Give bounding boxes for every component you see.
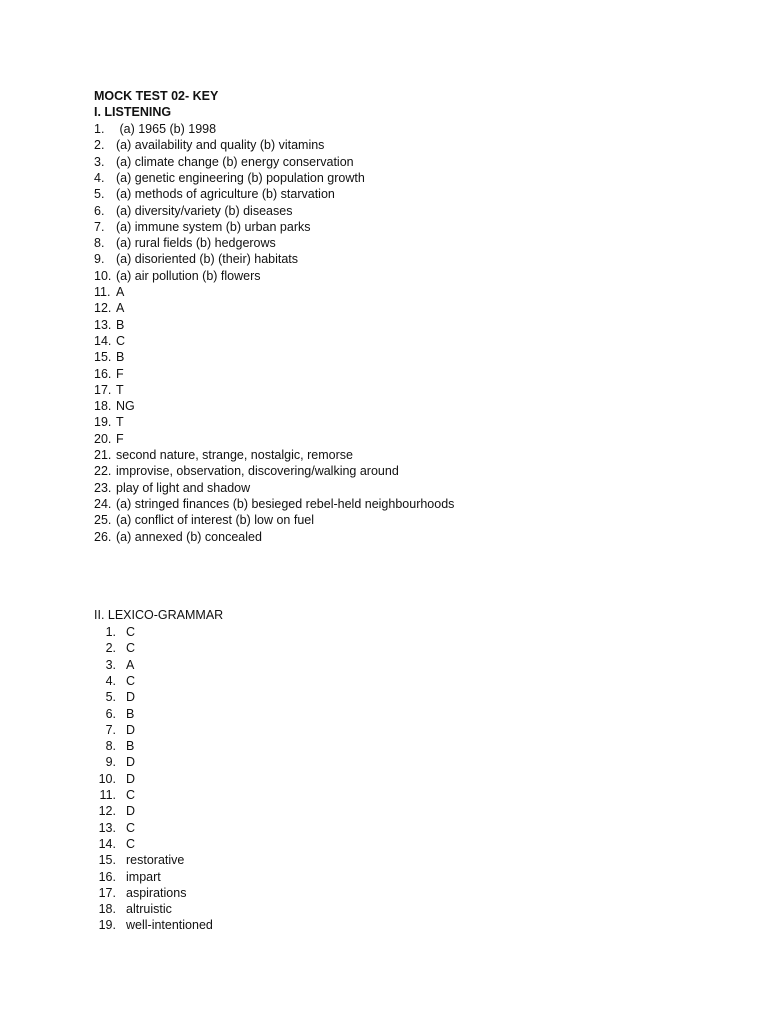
answer-row [92,787,135,803]
answer-number: 1. [105,625,116,639]
answer-number: 22. [94,464,112,479]
answer-number: 10. [98,771,116,786]
answer-text: C [126,641,136,656]
answer-text: (a) climate change (b) energy conservation [116,154,354,169]
answer-number: 8. [94,236,105,251]
answer-row [94,512,314,528]
answer-number: 13. [94,317,112,332]
answer-row [94,382,124,398]
answer-row [94,496,454,512]
answer-number: 21. [94,448,112,462]
answer-row [94,333,125,349]
answer-number: 3. [105,657,116,672]
answer-row [92,624,135,640]
answer-row [94,366,124,382]
document-title: MOCK TEST 02- KEY [94,89,219,103]
answer-row [92,706,134,722]
answer-text: improvise, observation, discovering/walking around [116,464,399,479]
answer-text: C [116,333,126,348]
answer-row [94,235,276,251]
answer-number: 17. [94,382,112,397]
answer-row [92,885,186,901]
answer-row [92,869,161,885]
answer-text: T [116,415,124,430]
answer-text: A [116,285,125,299]
answer-row [92,722,135,738]
answer-text: T [116,382,124,397]
answer-text: A [116,301,125,316]
answer-row [94,203,292,219]
answer-number: 6. [105,706,116,721]
answer-text: (a) 1965 (b) 1998 [116,122,217,136]
section-heading-lexico-grammar: II. LEXICO-GRAMMAR [94,608,224,622]
answer-number: 11. [99,788,116,802]
answer-row [92,771,135,787]
answer-number: 18. [98,902,116,917]
answer-text: B [116,317,125,332]
answer-row [94,431,124,447]
answer-text: (a) rural fields (b) hedgerows [116,236,276,251]
answer-row [92,803,135,819]
answer-row [94,284,124,300]
answer-number: 14. [98,836,116,851]
answer-number: 7. [94,219,105,234]
answer-number: 16. [98,869,116,884]
answer-text: F [116,431,124,446]
answer-row [92,673,135,689]
answer-text: C [126,673,136,688]
answer-number: 20. [94,431,112,446]
answer-row [94,219,311,235]
answer-text: (a) immune system (b) urban parks [116,219,311,234]
answer-number: 15. [94,350,112,365]
answer-text: (a) stringed finances (b) besieged rebel-held neighbourhoods [116,496,455,511]
answer-row [94,317,124,333]
answer-text: C [126,836,136,851]
answer-row [94,463,399,479]
answer-row [94,398,135,414]
answer-row [94,170,365,186]
answer-text: (a) genetic engineering (b) population growth [116,170,365,185]
answer-row [92,640,135,656]
answer-row [92,836,135,852]
answer-number: 19. [94,415,112,430]
answer-text: (a) disoriented (b) (their) habitats [116,252,299,267]
answer-text: D [126,690,136,705]
answer-row [94,137,324,153]
answer-number: 3. [94,154,105,169]
answer-text: (a) methods of agriculture (b) starvation [116,187,335,202]
answer-text: NG [116,399,135,414]
answer-number: 10. [94,268,112,283]
answer-text: A [126,657,135,672]
answer-number: 16. [94,366,112,381]
answer-row [94,121,216,137]
answer-text: D [126,771,136,786]
answer-number: 9. [105,755,116,770]
answer-text: well-intentioned [126,918,213,933]
answer-number: 25. [94,513,112,528]
answer-text: second nature, strange, nostalgic, remorse [116,448,353,462]
answer-number: 5. [94,187,105,202]
answer-text: (a) annexed (b) concealed [116,529,262,544]
answer-number: 1. [94,122,105,136]
answer-text: aspirations [126,885,187,900]
answer-number: 8. [105,739,116,754]
answer-number: 26. [94,529,112,544]
answer-row [94,186,335,202]
answer-number: 2. [105,641,116,656]
answer-number: 11. [94,285,111,299]
answer-number: 15. [98,853,116,868]
answer-row [94,349,124,365]
answer-row [94,529,262,545]
answer-text: (a) diversity/variety (b) diseases [116,203,293,218]
answer-row [92,901,172,917]
answer-number: 24. [94,496,112,511]
answer-row [94,154,354,170]
answer-number: 7. [105,722,116,737]
answer-number: 5. [105,690,116,705]
answer-row [92,689,135,705]
answer-row [94,251,298,267]
answer-row [92,754,135,770]
answer-text: D [126,722,136,737]
section-heading-listening: I. LISTENING [94,105,172,119]
answer-text: C [126,788,136,802]
answer-number: 4. [105,673,116,688]
answer-number: 6. [94,203,105,218]
answer-text: (a) availability and quality (b) vitamins [116,138,325,153]
answer-text: C [126,820,136,835]
answer-row [94,414,124,430]
answer-number: 17. [98,885,116,900]
answer-text: altruistic [126,902,172,917]
answer-row [94,300,124,316]
answer-number: 23. [94,480,112,495]
answer-text: (a) air pollution (b) flowers [116,268,261,283]
answer-text: B [126,739,135,754]
answer-row [92,852,184,868]
answer-row [92,657,134,673]
answer-row [92,738,134,754]
answer-number: 12. [98,804,116,819]
answer-number: 9. [94,252,105,267]
answer-text: D [126,755,136,770]
answer-row [92,820,135,836]
answer-text: play of light and shadow [116,480,251,495]
answer-text: C [126,625,136,639]
answer-number: 13. [98,820,116,835]
answer-text: B [126,706,135,721]
answer-number: 14. [94,333,112,348]
answer-row [94,447,353,463]
answer-text: D [126,804,136,819]
answer-row [94,268,261,284]
answer-number: 19. [98,918,116,933]
answer-number: 18. [94,399,112,414]
answer-number: 4. [94,170,105,185]
answer-text: (a) conflict of interest (b) low on fuel [116,513,314,528]
answer-text: impart [126,869,161,884]
answer-number: 12. [94,301,112,316]
answer-text: F [116,366,124,381]
answer-number: 2. [94,138,105,153]
answer-text: B [116,350,125,365]
answer-row [94,480,250,496]
answer-row [92,917,213,933]
answer-text: restorative [126,853,185,868]
